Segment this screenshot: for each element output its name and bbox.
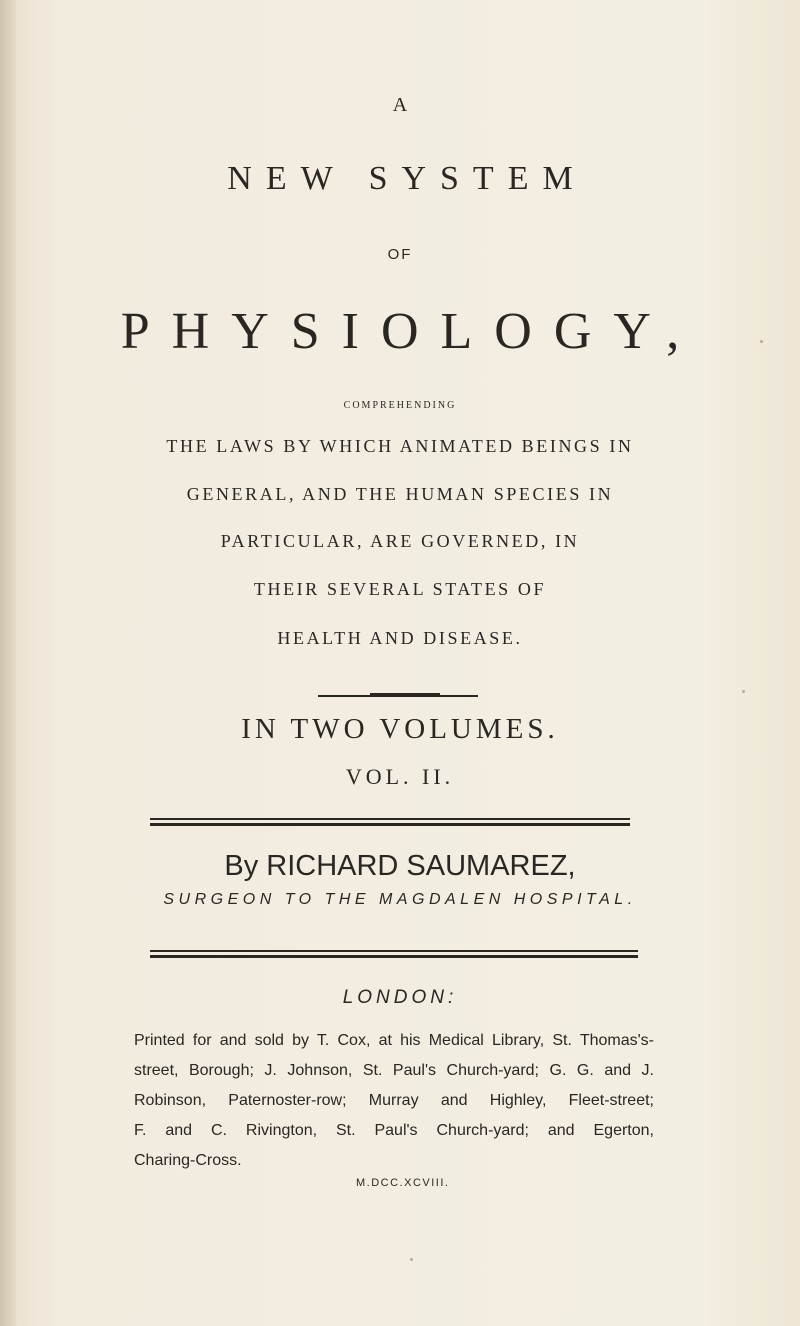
subtitle-line: PARTICULAR, ARE GOVERNED, IN	[220, 531, 580, 551]
imprint-line: Charing-Cross.	[134, 1152, 242, 1169]
imprint-place: LONDON:	[342, 987, 458, 1008]
paper-speck	[410, 1258, 413, 1261]
title-of: OF	[387, 246, 413, 263]
imprint-line: street, Borough; J. Johnson, St. Paul's Church-yard; G. G. and J.	[134, 1062, 654, 1079]
title-article: A	[392, 94, 408, 116]
author-line: By RICHARD SAUMAREZ,	[224, 850, 576, 882]
divider-rule-thick	[370, 693, 440, 696]
double-rule-thick	[150, 823, 630, 826]
volumes-note: IN TWO VOLUMES.	[241, 713, 559, 745]
double-rule-thick	[150, 955, 638, 958]
paper-speck	[760, 340, 763, 343]
subtitle-line: HEALTH AND DISEASE.	[277, 628, 523, 648]
double-rule-thin	[150, 818, 630, 820]
subtitle-line: THE LAWS BY WHICH ANIMATED BEINGS IN	[166, 436, 634, 456]
title-physiology: PHYSIOLOGY,	[120, 303, 702, 360]
page-binding-shadow	[0, 0, 16, 1326]
subtitle-line: THEIR SEVERAL STATES OF	[253, 579, 547, 599]
imprint-block	[134, 1026, 654, 1176]
imprint-line: F. and C. Rivington, St. Paul's Church-yard; and Egerton,	[134, 1122, 654, 1139]
paper-speck	[742, 690, 745, 693]
imprint-date: M.DCC.XCVIII.	[356, 1177, 450, 1189]
imprint-line: Robinson, Paternoster-row; Murray and Highley, Fleet-street;	[134, 1092, 654, 1109]
comprehending-label: COMPREHENDING	[343, 400, 457, 411]
title-new-system: NEW SYSTEM	[227, 160, 587, 197]
volume-number: VOL. II.	[345, 764, 455, 789]
double-rule-thin	[150, 950, 638, 952]
author-office: SURGEON TO THE MAGDALEN HOSPITAL.	[163, 891, 637, 908]
imprint-line: Printed for and sold by T. Cox, at his Medical Library, St. Thomas's-	[134, 1032, 654, 1049]
subtitle-line: GENERAL, AND THE HUMAN SPECIES IN	[186, 484, 614, 504]
